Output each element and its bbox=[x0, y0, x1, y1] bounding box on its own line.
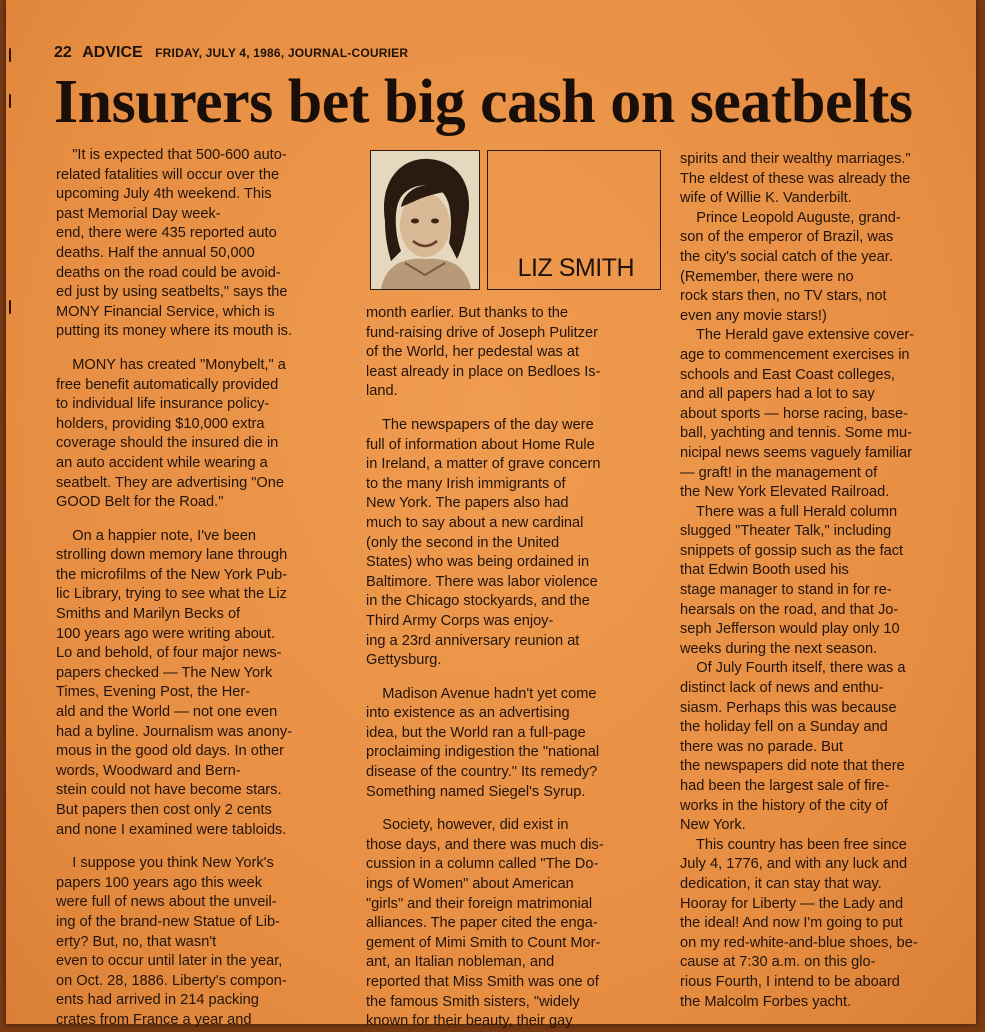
article-line: full of information about Home Rule bbox=[366, 436, 595, 453]
article-column-2 bbox=[366, 304, 666, 1032]
article-line: Third Army Corps was enjoy- bbox=[366, 612, 554, 629]
article-line: the famous Smith sisters, "widely bbox=[366, 993, 580, 1010]
article-line: ing a 23rd anniversary reunion at bbox=[366, 632, 580, 649]
article-line: upcoming July 4th weekend. This bbox=[56, 186, 272, 203]
article-line: Madison Avenue hadn't yet come bbox=[366, 685, 597, 702]
article-line: coverage should the insured die in bbox=[56, 435, 279, 452]
article-line: The Herald gave extensive cover- bbox=[680, 327, 915, 344]
article-line: in the Chicago stockyards, and the bbox=[366, 593, 590, 610]
article-column-3 bbox=[680, 150, 980, 1012]
article-line: spirits and their wealthy marriages." bbox=[680, 151, 911, 167]
article-line: had a byline. Journalism was anony- bbox=[56, 723, 293, 740]
article-line: that Edwin Booth used his bbox=[680, 562, 849, 579]
article-line: ant, an Italian nobleman, and bbox=[366, 954, 555, 971]
article-line: "It is expected that 500-600 auto- bbox=[56, 147, 287, 163]
article-line: Of July Fourth itself, there was a bbox=[680, 660, 906, 677]
article-line: and none I examined were tabloids. bbox=[56, 821, 287, 838]
article-line: much to say about a new cardinal bbox=[366, 514, 584, 531]
article-line: nicipal news seems vaguely familiar bbox=[680, 444, 912, 461]
article-line: related fatalities will occur over the bbox=[56, 166, 280, 183]
article-line: and all papers had a lot to say bbox=[680, 386, 875, 403]
article-line: idea, but the World ran a full-page bbox=[366, 724, 586, 741]
article-line: stage manager to stand in for re- bbox=[680, 582, 892, 599]
article-line: into existence as an advertising bbox=[366, 705, 570, 722]
article-line: the New York Elevated Railroad. bbox=[680, 484, 890, 501]
article-line: (Remember, there were no bbox=[680, 268, 854, 285]
article-line: stein could not have become stars. bbox=[56, 782, 282, 799]
article-line: the holiday fell on a Sunday and bbox=[680, 719, 888, 736]
article-column-1 bbox=[56, 146, 356, 1031]
article-line: slugged "Theater Talk," including bbox=[680, 523, 892, 540]
article-line: Something named Siegel's Syrup. bbox=[366, 783, 586, 800]
article-line: New York. bbox=[680, 817, 746, 834]
article-line: gement of Mimi Smith to Count Mor- bbox=[366, 934, 601, 951]
article-line: the microfilms of the New York Pub- bbox=[56, 566, 288, 583]
page-number: 22 bbox=[54, 44, 72, 61]
binder-mark bbox=[9, 48, 11, 62]
dateline: FRIDAY, JULY 4, 1986, JOURNAL-COURIER bbox=[155, 46, 409, 60]
article-line: Gettysburg. bbox=[366, 652, 442, 669]
article-line: July 4, 1776, and with any luck and bbox=[680, 856, 908, 873]
article-line: the city's social catch of the year. bbox=[680, 248, 893, 265]
article-line: distinct lack of news and enthu- bbox=[680, 680, 884, 697]
article-line: (only the second in the United bbox=[366, 534, 560, 551]
article-line: free benefit automatically provided bbox=[56, 376, 279, 393]
article-line: papers 100 years ago this week bbox=[56, 874, 263, 891]
article-line: an auto accident while wearing a bbox=[56, 454, 268, 471]
article-line: New York. The papers also had bbox=[366, 495, 569, 512]
article-line: rious Fourth, I intend to be aboard bbox=[680, 973, 900, 990]
article-line: Lo and behold, of four major news- bbox=[56, 645, 282, 662]
article-line: Times, Evening Post, the Her- bbox=[56, 684, 251, 701]
article-line: even any movie stars!) bbox=[680, 307, 827, 324]
article-line: siasm. Perhaps this was because bbox=[680, 699, 897, 716]
article-line: least already in place on Bedloes Is- bbox=[366, 363, 601, 380]
article-line: even to occur until later in the year, bbox=[56, 953, 283, 970]
article-line: "girls" and their foreign matrimonial bbox=[366, 895, 593, 912]
article-line: lic Library, trying to see what the Liz bbox=[56, 586, 287, 603]
article-line: about sports — horse racing, base- bbox=[680, 405, 908, 422]
article-line: schools and East Coast colleges, bbox=[680, 366, 895, 383]
article-line: ents had arrived in 214 packing bbox=[56, 992, 259, 1009]
article-line: deaths on the road could be avoid- bbox=[56, 264, 281, 281]
article-line: were full of news about the unveil- bbox=[56, 894, 277, 911]
article-line: ing of the brand-new Statue of Lib- bbox=[56, 913, 280, 930]
article-line: in Ireland, a matter of grave concern bbox=[366, 456, 601, 473]
article-line: Smiths and Marilyn Becks of bbox=[56, 606, 241, 623]
article-line: This country has been free since bbox=[680, 836, 907, 853]
article-line: seatbelt. They are advertising "One bbox=[56, 474, 284, 491]
binder-mark bbox=[9, 94, 11, 108]
article-line: Baltimore. There was labor violence bbox=[366, 573, 598, 590]
article-line: Society, however, did exist in bbox=[366, 817, 569, 834]
article-line: there was no parade. But bbox=[680, 738, 844, 755]
article-line: snippets of gossip such as the fact bbox=[680, 542, 904, 559]
article-line: ald and the World — not one even bbox=[56, 704, 278, 721]
article-line: mous in the good old days. In other bbox=[56, 743, 284, 760]
article-line: reported that Miss Smith was one of bbox=[366, 974, 599, 990]
article-line: Prince Leopold Auguste, grand- bbox=[680, 209, 901, 226]
byline-box bbox=[487, 150, 661, 290]
article-line: ings of Women" about American bbox=[366, 876, 574, 893]
article-line: fund-raising drive of Joseph Pulitzer bbox=[366, 324, 598, 341]
article-line: of the World, her pedestal was at bbox=[366, 344, 580, 361]
article-line: on Oct. 28, 1886. Liberty's compon- bbox=[56, 972, 287, 989]
article-line: crates from France a year and bbox=[56, 1011, 252, 1028]
article-line: — graft! in the management of bbox=[680, 464, 878, 481]
article-line: known for their beauty, their gay bbox=[366, 1013, 573, 1030]
binder-mark bbox=[9, 300, 11, 314]
article-line: words, Woodward and Bern- bbox=[56, 762, 241, 779]
article-line: had been the largest sale of fire- bbox=[680, 778, 890, 794]
article-line: land. bbox=[366, 383, 398, 400]
article-line: on my red-white-and-blue shoes, be- bbox=[680, 934, 918, 951]
article-line: MONY has created "Monybelt," a bbox=[56, 356, 286, 373]
page-header bbox=[54, 44, 408, 62]
article-line: works in the history of the city of bbox=[680, 797, 888, 814]
article-line: the newspapers did note that there bbox=[680, 758, 905, 775]
article-line: dedication, it can stay that way. bbox=[680, 875, 882, 892]
columnist-photo bbox=[370, 150, 480, 290]
article-line: disease of the country." Its remedy? bbox=[366, 764, 598, 781]
article-line: hearsals on the road, and that Jo- bbox=[680, 601, 899, 618]
article-line: On a happier note, I've been bbox=[56, 527, 256, 544]
article-line: age to commencement exercises in bbox=[680, 346, 910, 363]
byline: LIZ SMITH bbox=[517, 254, 634, 282]
article-line: end, there were 435 reported auto bbox=[56, 225, 277, 242]
article-line: seph Jefferson would play only 10 bbox=[680, 621, 900, 638]
article-line: ed just by using seatbelts," says the bbox=[56, 284, 288, 301]
article-line: I suppose you think New York's bbox=[56, 855, 274, 872]
article-line: States) who was being ordained in bbox=[366, 554, 590, 571]
article-line: those days, and there was much dis- bbox=[366, 836, 604, 853]
article-line: The eldest of these was already the bbox=[680, 170, 911, 187]
article-line: strolling down memory lane through bbox=[56, 547, 288, 564]
article-line: the ideal! And now I'm going to put bbox=[680, 915, 903, 932]
article-line: cussion in a column called "The Do- bbox=[366, 856, 599, 873]
article-line: cause at 7:30 a.m. on this glo- bbox=[680, 954, 876, 971]
article-line: to individual life insurance policy- bbox=[56, 396, 270, 413]
article-line: alliances. The paper cited the enga- bbox=[366, 915, 598, 932]
article-line: erty? But, no, that wasn't bbox=[56, 933, 217, 950]
article-line: holders, providing $10,000 extra bbox=[56, 415, 265, 432]
article-line: papers checked — The New York bbox=[56, 664, 273, 681]
article-line: The newspapers of the day were bbox=[366, 416, 594, 433]
section-name: ADVICE bbox=[82, 44, 143, 61]
article-line: ball, yachting and tennis. Some mu- bbox=[680, 425, 913, 442]
article-line: putting its money where its mouth is. bbox=[56, 323, 293, 340]
article-line: proclaiming indigestion the "national bbox=[366, 744, 600, 761]
article-line: 100 years ago were writing about. bbox=[56, 625, 276, 642]
article-line: GOOD Belt for the Road." bbox=[56, 494, 224, 511]
article-line: month earlier. But thanks to the bbox=[366, 305, 568, 321]
article-line: past Memorial Day week- bbox=[56, 205, 221, 222]
article-line: weeks during the next season. bbox=[680, 640, 878, 657]
article-line: But papers then cost only 2 cents bbox=[56, 802, 272, 818]
article-line: rock stars then, no TV stars, not bbox=[680, 288, 887, 305]
article-line: Hooray for Liberty — the Lady and bbox=[680, 895, 904, 912]
article-line: to the many Irish immigrants of bbox=[366, 475, 566, 492]
article-line: deaths. Half the annual 50,000 bbox=[56, 244, 255, 261]
article-line: MONY Financial Service, which is bbox=[56, 303, 275, 320]
article-line: There was a full Herald column bbox=[680, 503, 898, 520]
article-line: wife of Willie K. Vanderbilt. bbox=[680, 190, 852, 207]
article-line: son of the emperor of Brazil, was bbox=[680, 229, 894, 246]
headline: Insurers bet big cash on seatbelts bbox=[54, 68, 913, 136]
article-line: the Malcolm Forbes yacht. bbox=[680, 993, 852, 1010]
